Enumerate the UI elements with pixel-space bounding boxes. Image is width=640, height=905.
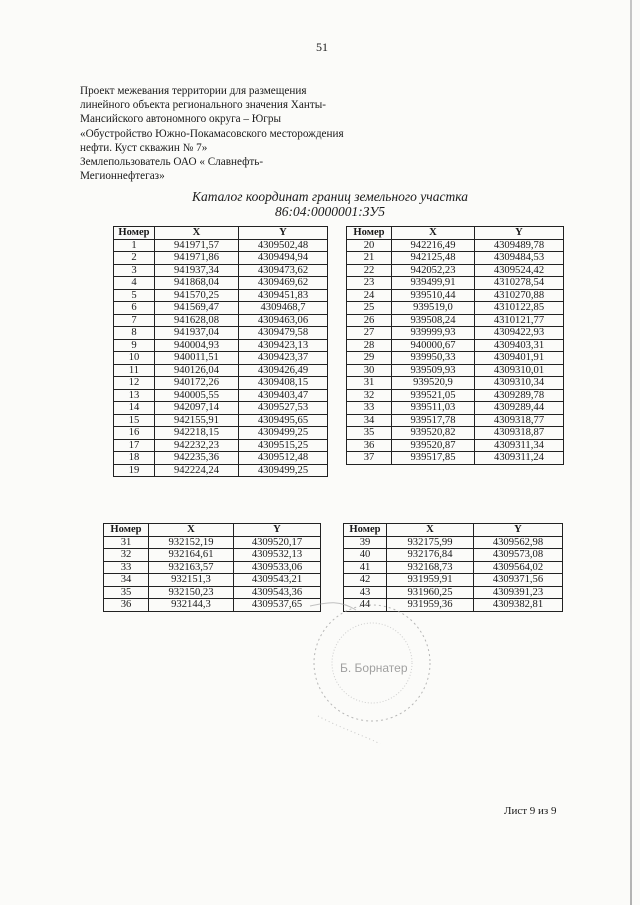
table-row: [114, 414, 328, 427]
table-cell: 32: [104, 549, 149, 562]
table-cell: 36: [347, 439, 392, 452]
table-cell: 40: [344, 549, 387, 562]
table-row: [347, 314, 564, 327]
column-header: Y: [234, 524, 321, 537]
column-header: Номер: [344, 524, 387, 537]
table-cell: 32: [347, 389, 392, 402]
table-cell: 4309401,91: [475, 352, 564, 365]
table-cell: 30: [347, 364, 392, 377]
table-cell: 4309499,25: [239, 464, 328, 477]
table-cell: 941971,86: [155, 252, 239, 265]
catalog-cadastral-number: 86:04:0000001:ЗУ5: [274, 204, 386, 219]
table-cell: 932163,57: [149, 561, 234, 574]
table-cell: 939521,05: [392, 389, 475, 402]
column-header: Номер: [114, 227, 155, 240]
table-cell: 28: [347, 339, 392, 352]
table-cell: 942224,24: [155, 464, 239, 477]
catalog-title-text: Каталог координат границ земельного участка: [192, 189, 468, 204]
table-row: [114, 464, 328, 477]
table-header-row: [114, 227, 328, 240]
table-cell: 44: [344, 599, 387, 612]
table-cell: 4309473,62: [239, 264, 328, 277]
table-cell: 4309515,25: [239, 439, 328, 452]
table-cell: 35: [347, 427, 392, 440]
table-cell: 939519,0: [392, 302, 475, 315]
table-cell: 33: [347, 402, 392, 415]
table-cell: 939517,85: [392, 452, 475, 465]
table-cell: 4309463,06: [239, 314, 328, 327]
table-cell: 21: [347, 252, 392, 265]
page-number: 51: [316, 40, 328, 54]
table-cell: 4309289,78: [475, 389, 564, 402]
table-cell: 10: [114, 352, 155, 365]
table-cell: 42: [344, 574, 387, 587]
table-cell: 932168,73: [387, 561, 474, 574]
table-cell: 20: [347, 239, 392, 252]
table-cell: 14: [114, 402, 155, 415]
table-cell: 940011,51: [155, 352, 239, 365]
table-row: [114, 452, 328, 465]
table-cell: 4309520,17: [234, 536, 321, 549]
table-cell: 4310121,77: [475, 314, 564, 327]
coordinates-table-1: [113, 226, 328, 477]
table-cell: 932152,19: [149, 536, 234, 549]
table-row: [104, 549, 321, 562]
project-line: Мегионнефтегаз»: [80, 170, 165, 183]
table-row: [347, 327, 564, 340]
table-row: [114, 252, 328, 265]
table-cell: 4309543,36: [234, 586, 321, 599]
table-header-row: [347, 227, 564, 240]
table-cell: 939510,44: [392, 289, 475, 302]
stamp-text: Б. Борнатер: [340, 661, 408, 675]
column-header: Номер: [104, 524, 149, 537]
table-cell: 6: [114, 302, 155, 315]
table-cell: 22: [347, 264, 392, 277]
table-row: [347, 239, 564, 252]
table-cell: 41: [344, 561, 387, 574]
table-row: [347, 389, 564, 402]
table-cell: 4309533,06: [234, 561, 321, 574]
table-row: [347, 402, 564, 415]
table-cell: 36: [104, 599, 149, 612]
table-cell: 931960,25: [387, 586, 474, 599]
project-line: Проект межевания территории для размещения: [80, 85, 307, 97]
table-cell: 7: [114, 314, 155, 327]
table-cell: 931959,91: [387, 574, 474, 587]
table-cell: 4309310,34: [475, 377, 564, 390]
table-cell: 940000,67: [392, 339, 475, 352]
table-cell: 13: [114, 389, 155, 402]
column-header: X: [149, 524, 234, 537]
table-row: [347, 264, 564, 277]
table-cell: 9: [114, 339, 155, 352]
table-cell: 4309391,23: [474, 586, 563, 599]
table-row: [114, 289, 328, 302]
table-cell: 942097,14: [155, 402, 239, 415]
table-cell: 940004,93: [155, 339, 239, 352]
table-cell: 4309422,93: [475, 327, 564, 340]
table-row: [347, 414, 564, 427]
table-row: [114, 377, 328, 390]
table-cell: 4309408,15: [239, 377, 328, 390]
table-cell: 4309468,7: [239, 302, 328, 315]
table-cell: 939520,9: [392, 377, 475, 390]
table-cell: 942155,91: [155, 414, 239, 427]
table-cell: 4309537,65: [234, 599, 321, 612]
table-cell: 939508,24: [392, 314, 475, 327]
table-cell: 4309495,65: [239, 414, 328, 427]
table-cell: 26: [347, 314, 392, 327]
table-cell: 4309512,48: [239, 452, 328, 465]
table-row: [347, 364, 564, 377]
project-line: Землепользователь ОАО « Славнефть-: [80, 156, 264, 169]
table-cell: 4309484,53: [475, 252, 564, 265]
coordinates-table-3: [103, 523, 321, 612]
sheet-number: Лист 9 из 9: [504, 805, 557, 817]
table-row: [347, 352, 564, 365]
table-cell: 939499,91: [392, 277, 475, 290]
table-cell: 931959,36: [387, 599, 474, 612]
table-cell: 4309524,42: [475, 264, 564, 277]
table-cell: 8: [114, 327, 155, 340]
table-cell: 941937,34: [155, 264, 239, 277]
table-cell: 15: [114, 414, 155, 427]
table-cell: 35: [104, 586, 149, 599]
table-cell: 25: [347, 302, 392, 315]
table-cell: 33: [104, 561, 149, 574]
table-cell: 942052,23: [392, 264, 475, 277]
table-row: [114, 239, 328, 252]
project-line: Мансийского автономного округа – Югры: [80, 113, 282, 126]
table-cell: 4309527,53: [239, 402, 328, 415]
table-cell: 939950,33: [392, 352, 475, 365]
table-cell: 4309573,08: [474, 549, 563, 562]
table-cell: 4309403,47: [239, 389, 328, 402]
table-cell: 4309532,13: [234, 549, 321, 562]
table-cell: 932164,61: [149, 549, 234, 562]
table-header-row: [344, 524, 563, 537]
column-header: X: [387, 524, 474, 537]
table-cell: 941971,57: [155, 239, 239, 252]
table-row: [344, 574, 563, 587]
table-cell: 23: [347, 277, 392, 290]
table-cell: 12: [114, 377, 155, 390]
table-row: [347, 427, 564, 440]
table-row: [114, 364, 328, 377]
table-cell: 4309403,31: [475, 339, 564, 352]
table-row: [114, 402, 328, 415]
table-cell: 16: [114, 427, 155, 440]
table-row: [347, 452, 564, 465]
table-cell: 4309469,62: [239, 277, 328, 290]
table-cell: 941569,47: [155, 302, 239, 315]
table-row: [114, 339, 328, 352]
table-cell: 4309564,02: [474, 561, 563, 574]
table-header-row: [104, 524, 321, 537]
table-row: [347, 439, 564, 452]
table-cell: 34: [104, 574, 149, 587]
project-description: [80, 84, 350, 183]
table-row: [344, 536, 563, 549]
table-cell: 4309318,87: [475, 427, 564, 440]
table-row: [114, 314, 328, 327]
table-cell: 17: [114, 439, 155, 452]
table-cell: 939511,03: [392, 402, 475, 415]
table-cell: 4309543,21: [234, 574, 321, 587]
table-cell: 4309494,94: [239, 252, 328, 265]
table-cell: 4309502,48: [239, 239, 328, 252]
table-row: [104, 561, 321, 574]
table-cell: 942216,49: [392, 239, 475, 252]
table-row: [114, 302, 328, 315]
table-row: [104, 536, 321, 549]
project-line: «Обустройство Южно-Покамасовского месторождения: [80, 127, 344, 140]
table-row: [344, 561, 563, 574]
table-cell: 4310278,54: [475, 277, 564, 290]
table-cell: 4309562,98: [474, 536, 563, 549]
column-header: Y: [239, 227, 328, 240]
table-cell: 4309451,83: [239, 289, 328, 302]
catalog-title: [150, 189, 510, 219]
table-cell: 4309310,01: [475, 364, 564, 377]
table-cell: 43: [344, 586, 387, 599]
column-header: Y: [474, 524, 563, 537]
table-cell: 939999,93: [392, 327, 475, 340]
table-cell: 31: [347, 377, 392, 390]
table-cell: 4309311,24: [475, 452, 564, 465]
table-cell: 932144,3: [149, 599, 234, 612]
table-row: [114, 427, 328, 440]
table-cell: 939520,87: [392, 439, 475, 452]
project-line: линейного объекта регионального значения Ханты-: [80, 99, 326, 112]
table-cell: 4309489,78: [475, 239, 564, 252]
table-cell: 4309423,13: [239, 339, 328, 352]
table-row: [114, 352, 328, 365]
table-cell: 3: [114, 264, 155, 277]
scan-edge: [630, 0, 632, 905]
table-cell: 942232,23: [155, 439, 239, 452]
table-cell: 5: [114, 289, 155, 302]
table-cell: 940126,04: [155, 364, 239, 377]
table-cell: 932176,84: [387, 549, 474, 562]
column-header: X: [155, 227, 239, 240]
table-row: [104, 586, 321, 599]
column-header: X: [392, 227, 475, 240]
table-cell: 942218,15: [155, 427, 239, 440]
table-cell: 11: [114, 364, 155, 377]
table-cell: 24: [347, 289, 392, 302]
table-cell: 18: [114, 452, 155, 465]
table-cell: 4309499,25: [239, 427, 328, 440]
table-cell: 31: [104, 536, 149, 549]
table-cell: 4: [114, 277, 155, 290]
table-cell: 4309423,37: [239, 352, 328, 365]
table-cell: 4309311,34: [475, 439, 564, 452]
table-cell: 939517,78: [392, 414, 475, 427]
table-cell: 4309318,77: [475, 414, 564, 427]
seal-stamp: [300, 598, 450, 748]
table-cell: 940005,55: [155, 389, 239, 402]
table-row: [114, 389, 328, 402]
table-row: [114, 439, 328, 452]
column-header: Y: [475, 227, 564, 240]
table-cell: 939520,82: [392, 427, 475, 440]
table-row: [114, 264, 328, 277]
table-row: [347, 277, 564, 290]
table-cell: 941570,25: [155, 289, 239, 302]
coordinates-table-2: [346, 226, 564, 465]
table-cell: 942125,48: [392, 252, 475, 265]
table-cell: 940172,26: [155, 377, 239, 390]
table-cell: 37: [347, 452, 392, 465]
table-cell: 941628,08: [155, 314, 239, 327]
table-cell: 34: [347, 414, 392, 427]
table-cell: 932175,99: [387, 536, 474, 549]
table-row: [104, 599, 321, 612]
table-cell: 39: [344, 536, 387, 549]
table-row: [104, 574, 321, 587]
table-cell: 941868,04: [155, 277, 239, 290]
table-row: [347, 289, 564, 302]
table-cell: 4309289,44: [475, 402, 564, 415]
table-cell: 4309382,81: [474, 599, 563, 612]
table-cell: 942235,36: [155, 452, 239, 465]
table-row: [347, 252, 564, 265]
table-cell: 19: [114, 464, 155, 477]
table-row: [344, 586, 563, 599]
table-cell: 939509,93: [392, 364, 475, 377]
table-cell: 4309371,56: [474, 574, 563, 587]
table-cell: 29: [347, 352, 392, 365]
table-row: [344, 549, 563, 562]
table-row: [114, 277, 328, 290]
table-row: [347, 302, 564, 315]
table-cell: 4310270,88: [475, 289, 564, 302]
table-cell: 941937,04: [155, 327, 239, 340]
table-cell: 4309426,49: [239, 364, 328, 377]
table-row: [347, 339, 564, 352]
table-cell: 2: [114, 252, 155, 265]
table-cell: 1: [114, 239, 155, 252]
table-cell: 27: [347, 327, 392, 340]
table-row: [114, 327, 328, 340]
table-cell: 932151,3: [149, 574, 234, 587]
table-cell: 4310122,85: [475, 302, 564, 315]
project-line: нефти. Куст скважин № 7»: [80, 141, 208, 154]
table-row: [347, 377, 564, 390]
column-header: Номер: [347, 227, 392, 240]
table-cell: 4309479,58: [239, 327, 328, 340]
table-cell: 932150,23: [149, 586, 234, 599]
